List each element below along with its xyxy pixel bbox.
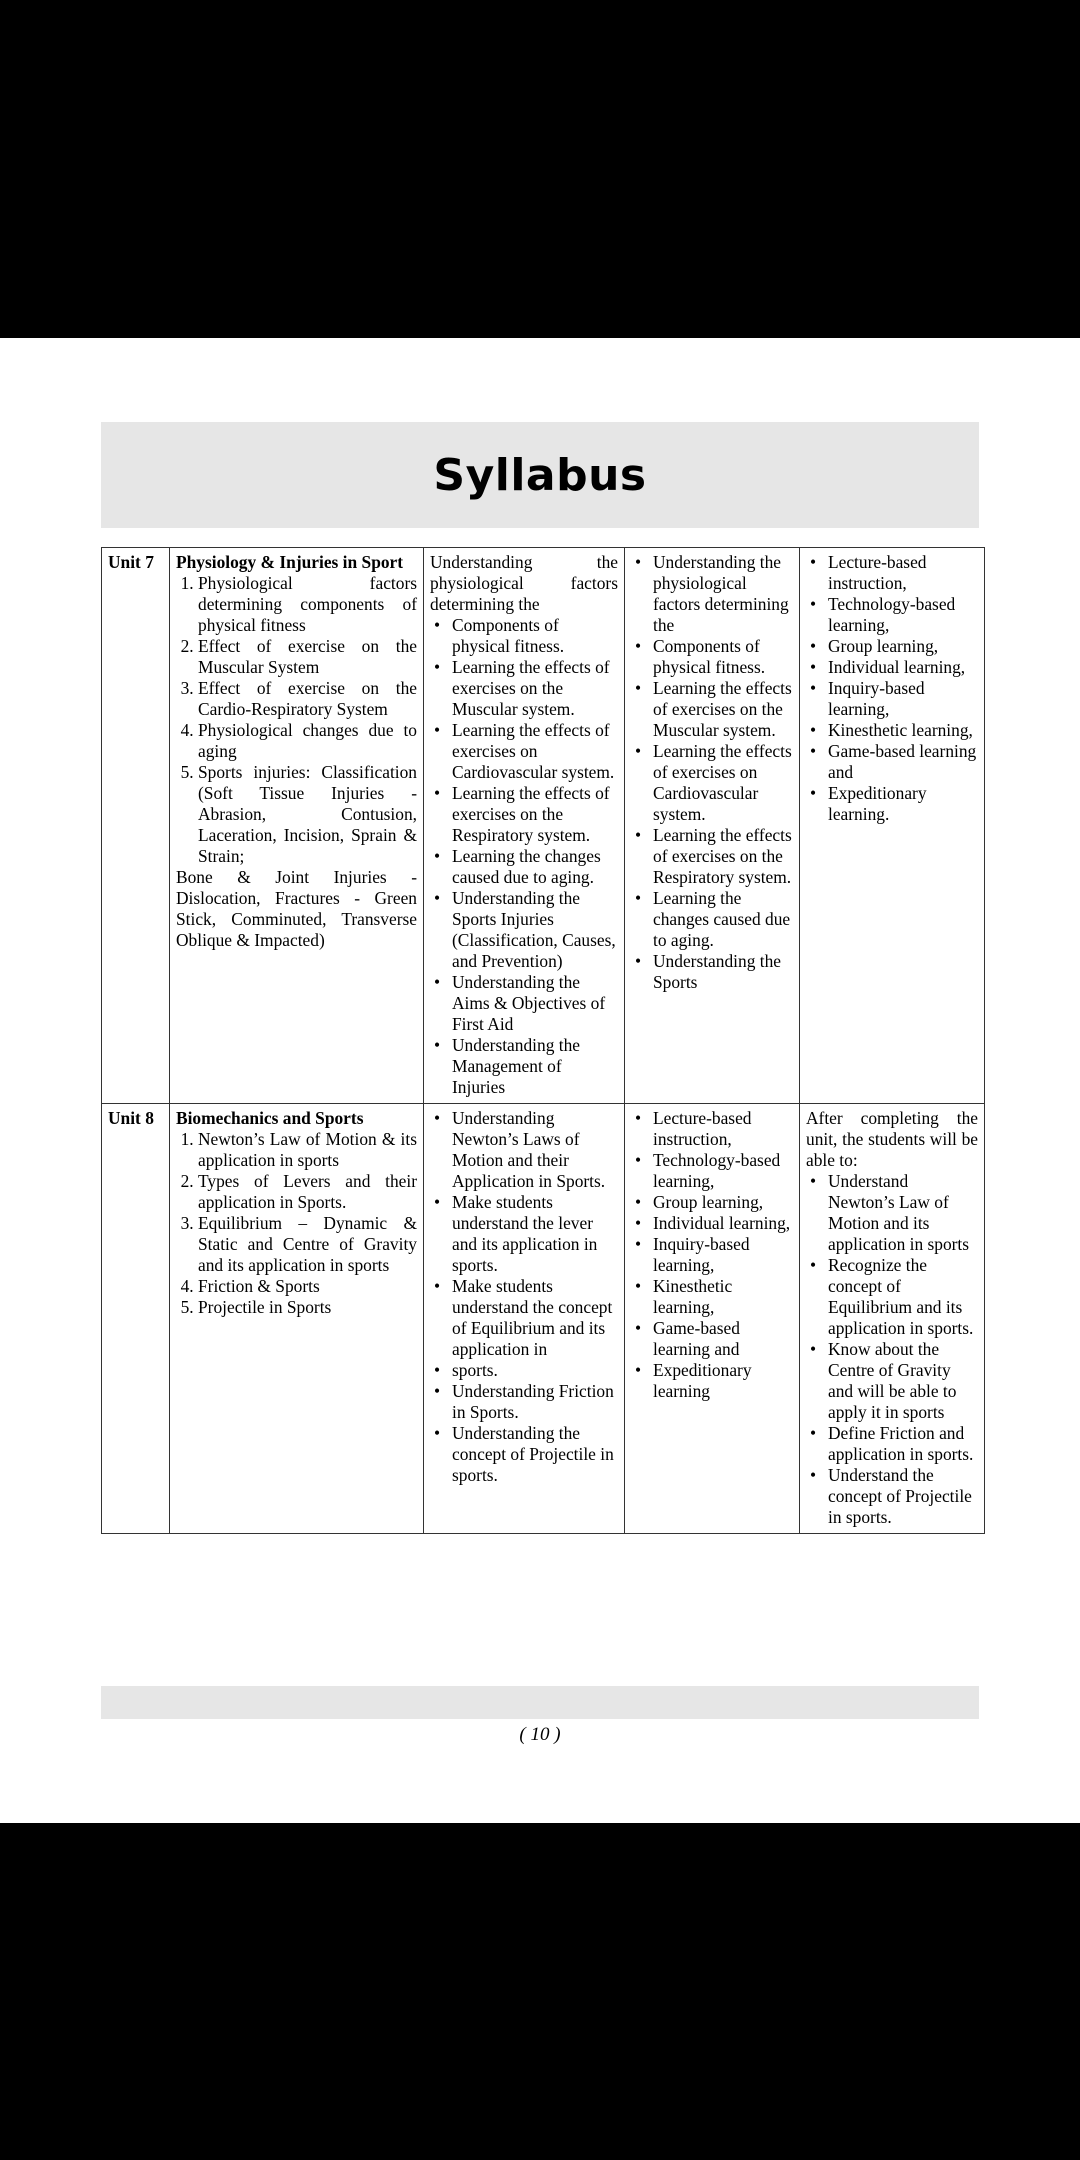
topic-item: 2. Types of Levers and their application in Sports.: [198, 1171, 417, 1213]
topic-item: 5. Projectile in Sports: [198, 1297, 417, 1318]
list-item: • Understand Newton’s Law of Motion and its application in sports: [828, 1171, 978, 1255]
topic-item: 4. Physiological changes due to aging: [198, 720, 417, 762]
list-item: • Understanding the Management of Injuries: [452, 1035, 618, 1098]
list-item: • Learning the effects of exercises on the Muscular system.: [653, 678, 793, 741]
list-item: • Learning the effects of exercises on Cardiovascular system.: [452, 720, 618, 783]
unit-cell: Unit 7: [102, 548, 170, 1104]
pedagogy-cell: [800, 1104, 985, 1534]
list-item: • Kinesthetic learning,: [828, 720, 978, 741]
bullet-list: [430, 615, 618, 1098]
list-item: • Know about the Centre of Gravity and will be able to apply it in sports: [828, 1339, 978, 1423]
list-item: • Make students understand the concept of Equilibrium and its application in: [452, 1276, 618, 1360]
list-item: • Group learning,: [653, 1192, 793, 1213]
topic-title: Biomechanics and Sports: [176, 1108, 364, 1128]
list-item: • Understanding the Sports Injuries (Classification, Causes, and Prevention): [452, 888, 618, 972]
footer-band: [101, 1686, 979, 1719]
list-item: • Lecture-based instruction,: [653, 1108, 793, 1150]
cell-intro: After completing the unit, the students will be able to:: [806, 1108, 978, 1170]
bullet-list: [806, 552, 978, 825]
document-page: [0, 338, 1080, 1823]
topic-extra: Bone & Joint Injuries - Dislocation, Fractures - Green Stick, Comminuted, Transverse Oblique & Impacted): [176, 867, 417, 950]
table-row: [102, 1104, 985, 1534]
topic-item: 2. Effect of exercise on the Muscular System: [198, 636, 417, 678]
table-row: [102, 548, 985, 1104]
list-item: • Expeditionary learning.: [828, 783, 978, 825]
topic-item: 3. Effect of exercise on the Cardio-Respiratory System: [198, 678, 417, 720]
list-item: • Define Friction and application in sports.: [828, 1423, 978, 1465]
list-item: • Lecture-based instruction,: [828, 552, 978, 594]
list-item: • Components of physical fitness.: [452, 615, 618, 657]
unit-cell: Unit 8: [102, 1104, 170, 1534]
list-item: • Understand the concept of Projectile in sports.: [828, 1465, 978, 1528]
page-title: Syllabus: [433, 449, 647, 501]
bullet-list: [806, 1171, 978, 1528]
list-item: • Understanding Newton’s Laws of Motion and their Application in Sports.: [452, 1108, 618, 1192]
list-item: • Kinesthetic learning,: [653, 1276, 793, 1318]
topic-item: 1. Newton’s Law of Motion & its application in sports: [198, 1129, 417, 1171]
topic-list: [176, 573, 417, 867]
list-item: • Understanding the physiological factors determining the: [653, 552, 793, 636]
list-item: • Inquiry-based learning,: [653, 1234, 793, 1276]
list-item: • Learning the effects of exercises on the Respiratory system.: [653, 825, 793, 888]
topic-item: 4. Friction & Sports: [198, 1276, 417, 1297]
bullet-list: [631, 1108, 793, 1402]
list-item: • Understanding the Sports: [653, 951, 793, 993]
list-item: • Inquiry-based learning,: [828, 678, 978, 720]
list-item: • Learning the effects of exercises on the Muscular system.: [452, 657, 618, 720]
list-item: • sports.: [452, 1360, 618, 1381]
list-item: • Learning the effects of exercises on Cardiovascular system.: [653, 741, 793, 825]
pedagogy-cell: [800, 548, 985, 1104]
outcomes-cell: [424, 548, 625, 1104]
list-item: • Expeditionary learning: [653, 1360, 793, 1402]
syllabus-table: [101, 547, 985, 1534]
list-item: • Learning the changes caused due to aging.: [452, 846, 618, 888]
list-item: • Make students understand the lever and its application in sports.: [452, 1192, 618, 1276]
list-item: • Understanding the Aims & Objectives of First Aid: [452, 972, 618, 1035]
content-cell: [170, 548, 424, 1104]
topic-list: [176, 1129, 417, 1318]
topic-item: 3. Equilibrium – Dynamic & Static and Centre of Gravity and its application in sports: [198, 1213, 417, 1276]
cell-intro: Understanding the physiological factors determining the: [430, 552, 618, 614]
list-item: • Game-based learning and: [653, 1318, 793, 1360]
list-item: • Recognize the concept of Equilibrium and its application in sports.: [828, 1255, 978, 1339]
list-item: • Learning the effects of exercises on the Respiratory system.: [452, 783, 618, 846]
learning-cell: [625, 548, 800, 1104]
bullet-list: [430, 1108, 618, 1486]
bullet-list: [631, 552, 793, 993]
list-item: • Group learning,: [828, 636, 978, 657]
content-cell: [170, 1104, 424, 1534]
list-item: • Technology-based learning,: [653, 1150, 793, 1192]
list-item: • Game-based learning and: [828, 741, 978, 783]
page-number: ( 10 ): [519, 1724, 561, 1745]
list-item: • Individual learning,: [653, 1213, 793, 1234]
topic-item: 5. Sports injuries: Classification (Soft Tissue Injuries -Abrasion, Contusion, Laceration, Incision, Sprain & Strain;: [198, 762, 417, 867]
list-item: • Understanding the concept of Projectile in sports.: [452, 1423, 618, 1486]
list-item: • Components of physical fitness.: [653, 636, 793, 678]
outcomes-cell: [424, 1104, 625, 1534]
topic-title: Physiology & Injuries in Sport: [176, 552, 404, 572]
list-item: • Technology-based learning,: [828, 594, 978, 636]
list-item: • Learning the changes caused due to aging.: [653, 888, 793, 951]
list-item: • Individual learning,: [828, 657, 978, 678]
list-item: • Understanding Friction in Sports.: [452, 1381, 618, 1423]
learning-cell: [625, 1104, 800, 1534]
title-band: [101, 422, 979, 528]
topic-item: 1. Physiological factors determining components of physical fitness: [198, 573, 417, 636]
